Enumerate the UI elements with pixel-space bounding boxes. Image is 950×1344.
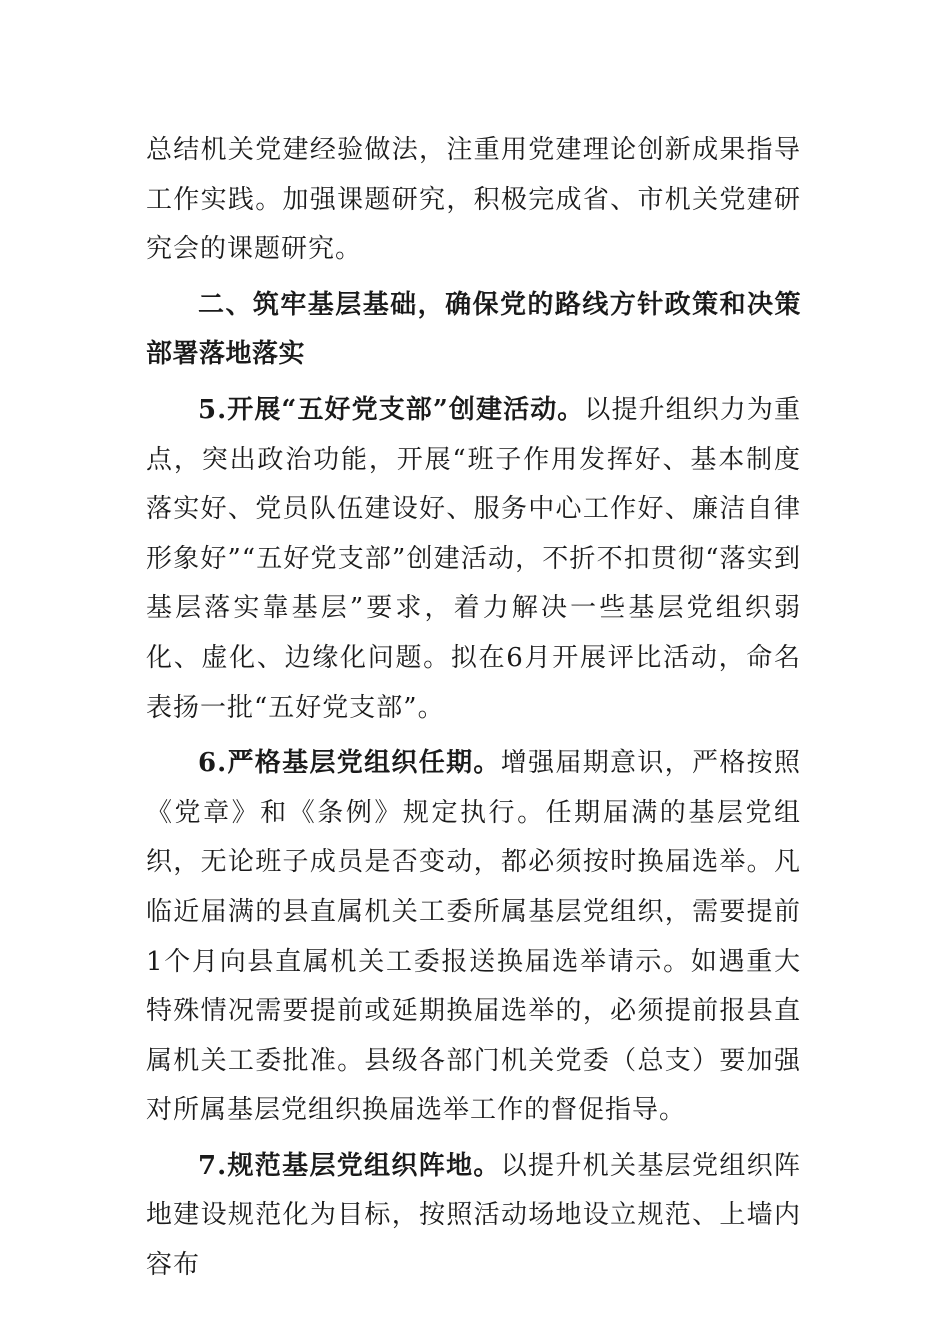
section-heading: 二、筑牢基层基础，确保党的路线方针政策和决策部署落地落实 (146, 289, 801, 370)
paragraph-continuation: 总结机关党建经验做法，注重用党建理论创新成果指导工作实践。加强课题研究，积极完成省、市机关党建研究会的课题研究。 (146, 135, 801, 265)
list-item-6 (146, 739, 801, 1136)
item-7-title: 7.规范基层党组织阵地。 (198, 1150, 501, 1181)
list-item-7 (146, 1142, 801, 1291)
item-6-title: 6.严格基层党组织任期。 (198, 748, 501, 779)
item-7-body: 以提升机关基层党组织阵地建设规范化为目标，按照活动场地设立规范、上墙内容布 (146, 1150, 801, 1281)
item-5-title: 5.开展“五好党支部”创建活动。 (198, 394, 585, 425)
item-5-body: 以提升组织力为重点，突出政治功能，开展“班子作用发挥好、基本制度落实好、党员队伍建设好、服务中心工作好、廉洁自律形象好”“五好党支部”创建活动，不折不扣贯彻“落实到基层落实靠基层”要求，着力解决一些基层党组织弱化、虚化、边缘化问题。拟在6月开展评比活动，命名表扬一批“五好党支部”。 (146, 394, 801, 723)
document-page (146, 126, 801, 1291)
list-item-5 (146, 386, 801, 733)
item-6-body: 增强届期意识，严格按照《党章》和《条例》规定执行。任期届满的基层党组织，无论班子成员是否变动，都必须按时换届选举。凡临近届满的县直属机关工委所属基层党组织，需要提前1个月向县直属机关工委报送换届选举请示。如遇重大特殊情况需要提前或延期换届选举的，必须提前报县直属机关工委批准。县级各部门机关党委（总支）要加强对所属基层党组织换届选举工作的督促指导。 (146, 748, 801, 1126)
